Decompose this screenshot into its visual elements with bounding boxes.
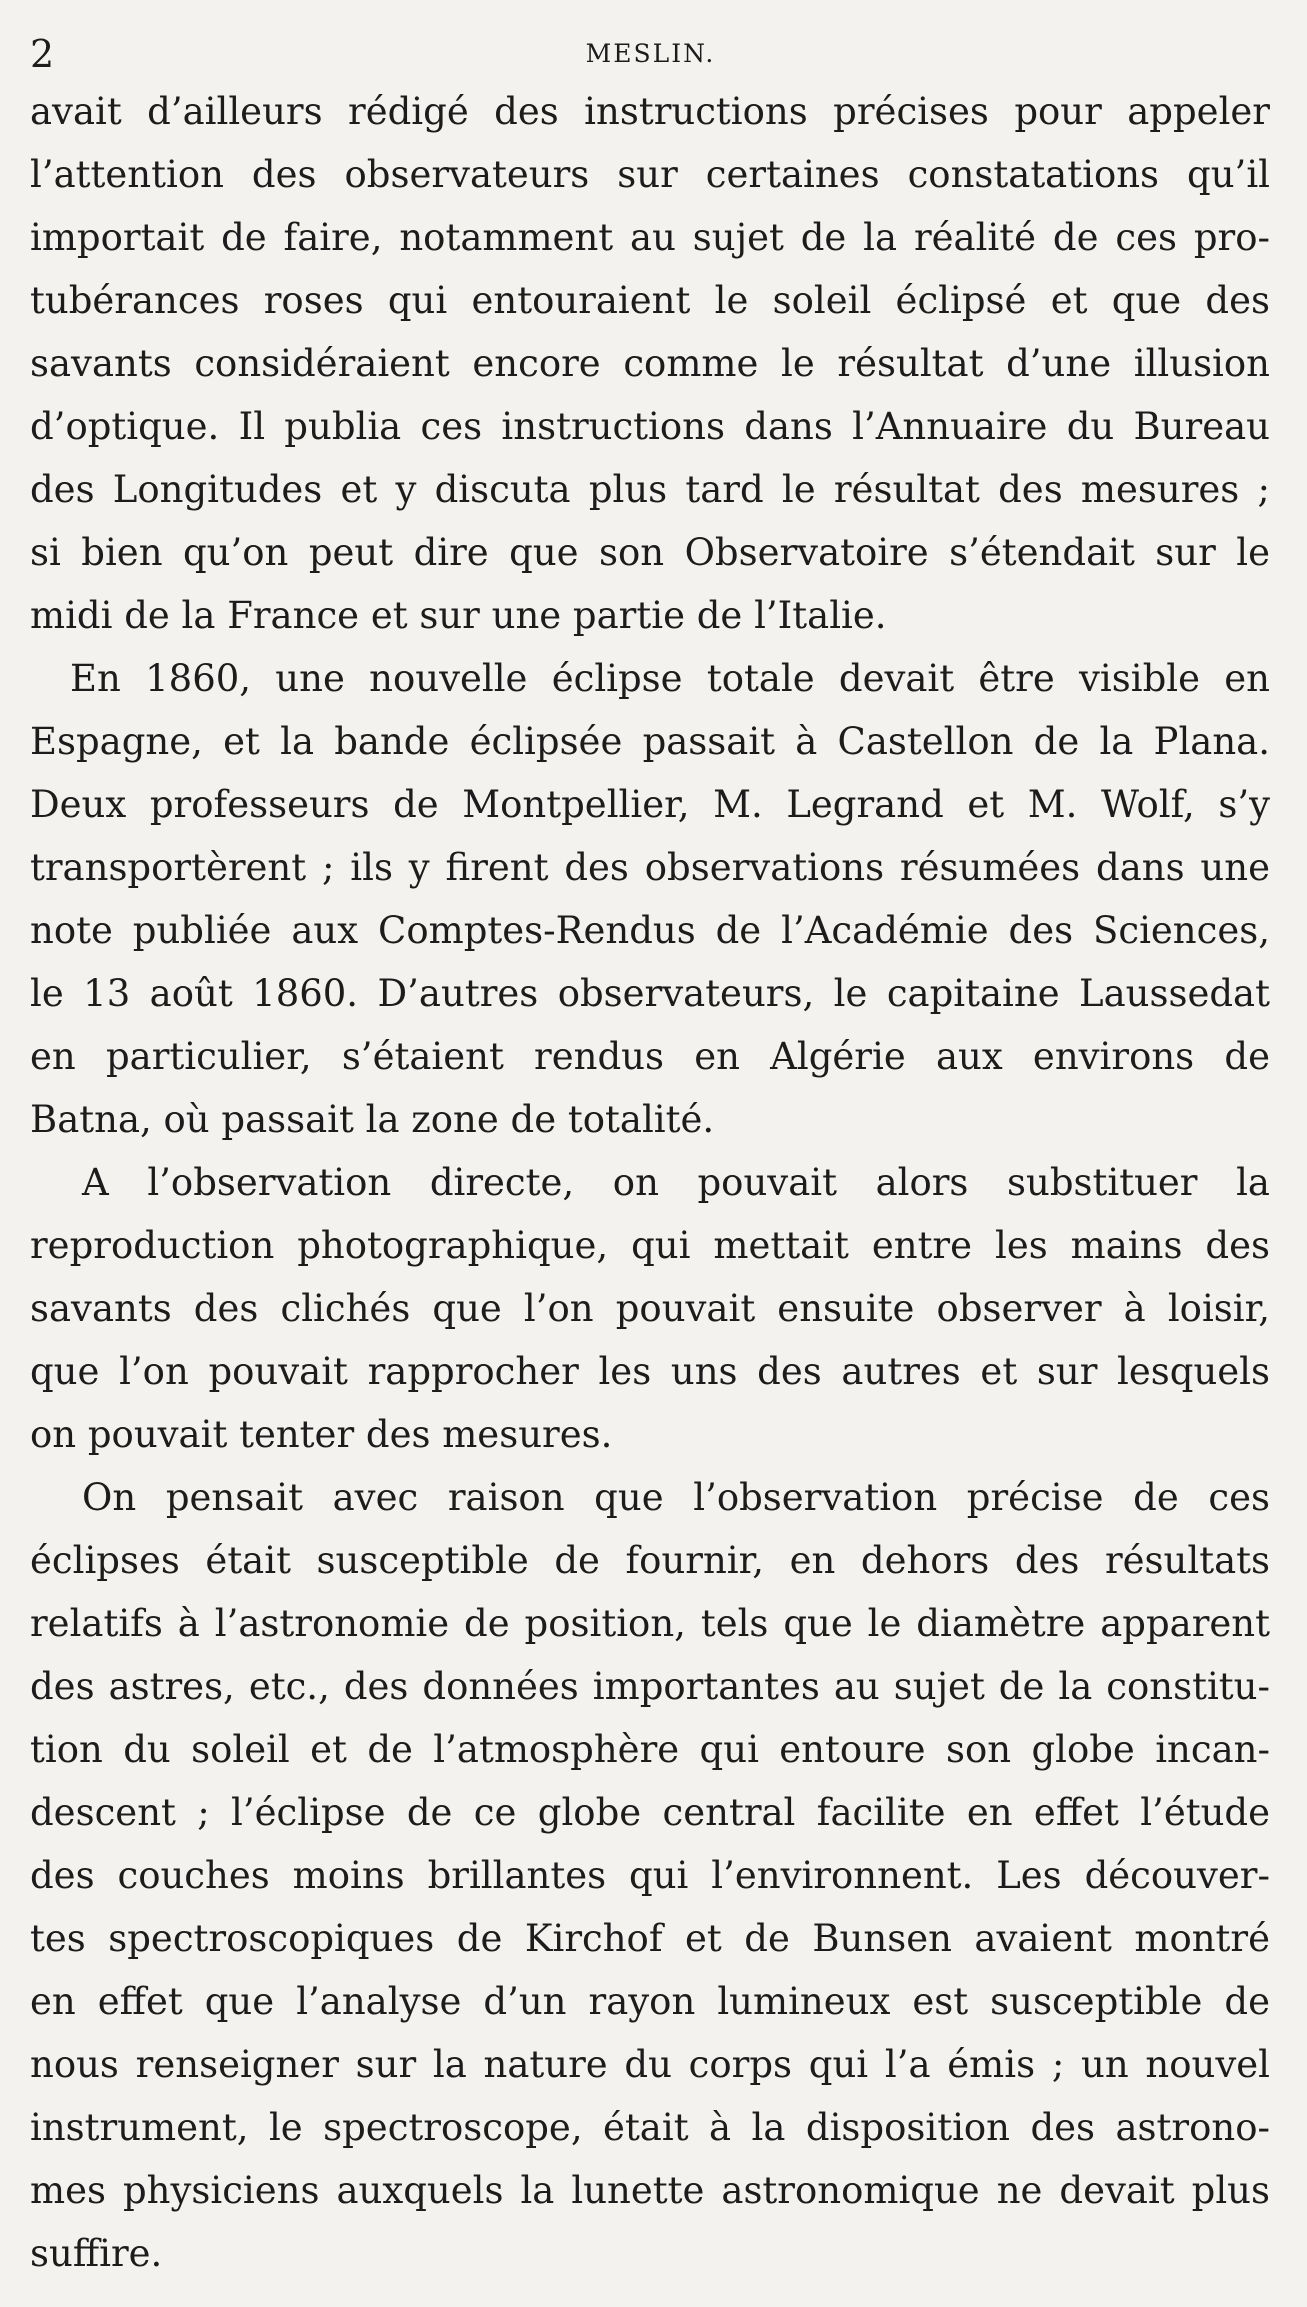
page-number: 2 <box>30 32 55 76</box>
text-line: savants considéraient encore comme le résultat d’une illusion <box>30 342 1270 385</box>
text-line: tes spectroscopiques de Kirchof et de Bunsen avaient montré <box>30 1917 1270 1960</box>
paragraph-2 <box>30 647 1270 1151</box>
text-line: tubérances roses qui entouraient le soleil éclipsé et que des <box>30 279 1270 322</box>
text-line: instrument, le spectroscope, était à la disposition des astrono- <box>30 2106 1270 2149</box>
text-line: note publiée aux Comptes-Rendus de l’Académie des Sciences, <box>30 909 1270 952</box>
text-line: relatifs à l’astronomie de position, tels que le diamètre apparent <box>30 1602 1270 1645</box>
text-line: Espagne, et la bande éclipsée passait à Castellon de la Plana. <box>30 720 1270 763</box>
text-line: en effet que l’analyse d’un rayon lumineux est susceptible de <box>30 1980 1270 2023</box>
text-line: avait d’ailleurs rédigé des instructions précises pour appeler <box>30 90 1270 133</box>
text-line: des Longitudes et y discuta plus tard le résultat des mesures ; <box>30 468 1270 511</box>
body-text <box>30 80 1270 2285</box>
running-header <box>30 28 1271 76</box>
running-title: MESLIN. <box>585 39 716 68</box>
text-line: des couches moins brillantes qui l’environnent. Les découver- <box>30 1854 1270 1897</box>
text-line: Deux professeurs de Montpellier, M. Legrand et M. Wolf, s’y <box>30 783 1270 826</box>
text-line: en particulier, s’étaient rendus en Algérie aux environs de <box>30 1035 1270 1078</box>
text-line: reproduction photographique, qui mettait entre les mains des <box>30 1224 1270 1267</box>
text-line: le 13 août 1860. D’autres observateurs, le capitaine Laussedat <box>30 972 1270 1015</box>
paragraph-1 <box>30 80 1270 647</box>
text-line: descent ; l’éclipse de ce globe central facilite en effet l’étude <box>30 1791 1270 1834</box>
text-line: On pensait avec raison que l’observation précise de ces <box>82 1476 1270 1519</box>
text-line: que l’on pouvait rapprocher les uns des autres et sur lesquels <box>30 1350 1270 1393</box>
text-line: on pouvait tenter des mesures. <box>30 1413 613 1456</box>
text-line: importait de faire, notamment au sujet de la réalité de ces pro- <box>30 216 1270 259</box>
paragraph-4 <box>30 1466 1270 2285</box>
text-line: si bien qu’on peut dire que son Observatoire s’étendait sur le <box>30 531 1270 574</box>
text-line: éclipses était susceptible de fournir, en dehors des résultats <box>30 1539 1270 1582</box>
text-line: suffire. <box>30 2232 163 2275</box>
text-line: transportèrent ; ils y firent des observations résumées dans une <box>30 846 1270 889</box>
text-line: des astres, etc., des données importantes au sujet de la constitu- <box>30 1665 1270 1708</box>
text-line: tion du soleil et de l’atmosphère qui entoure son globe incan- <box>30 1728 1270 1771</box>
text-line: d’optique. Il publia ces instructions dans l’Annuaire du Bureau <box>30 405 1270 448</box>
text-line: savants des clichés que l’on pouvait ensuite observer à loisir, <box>30 1287 1270 1330</box>
text-line: A l’observation directe, on pouvait alors substituer la <box>82 1161 1270 1204</box>
paragraph-3 <box>30 1151 1270 1466</box>
text-line: midi de la France et sur une partie de l’Italie. <box>30 594 887 637</box>
text-line: Batna, où passait la zone de totalité. <box>30 1098 715 1141</box>
text-line: mes physiciens auxquels la lunette astronomique ne devait plus <box>30 2169 1270 2212</box>
text-line: nous renseigner sur la nature du corps qui l’a émis ; un nouvel <box>30 2043 1270 2086</box>
text-line: l’attention des observateurs sur certaines constatations qu’il <box>30 153 1270 196</box>
text-line: En 1860, une nouvelle éclipse totale devait être visible en <box>70 657 1270 700</box>
